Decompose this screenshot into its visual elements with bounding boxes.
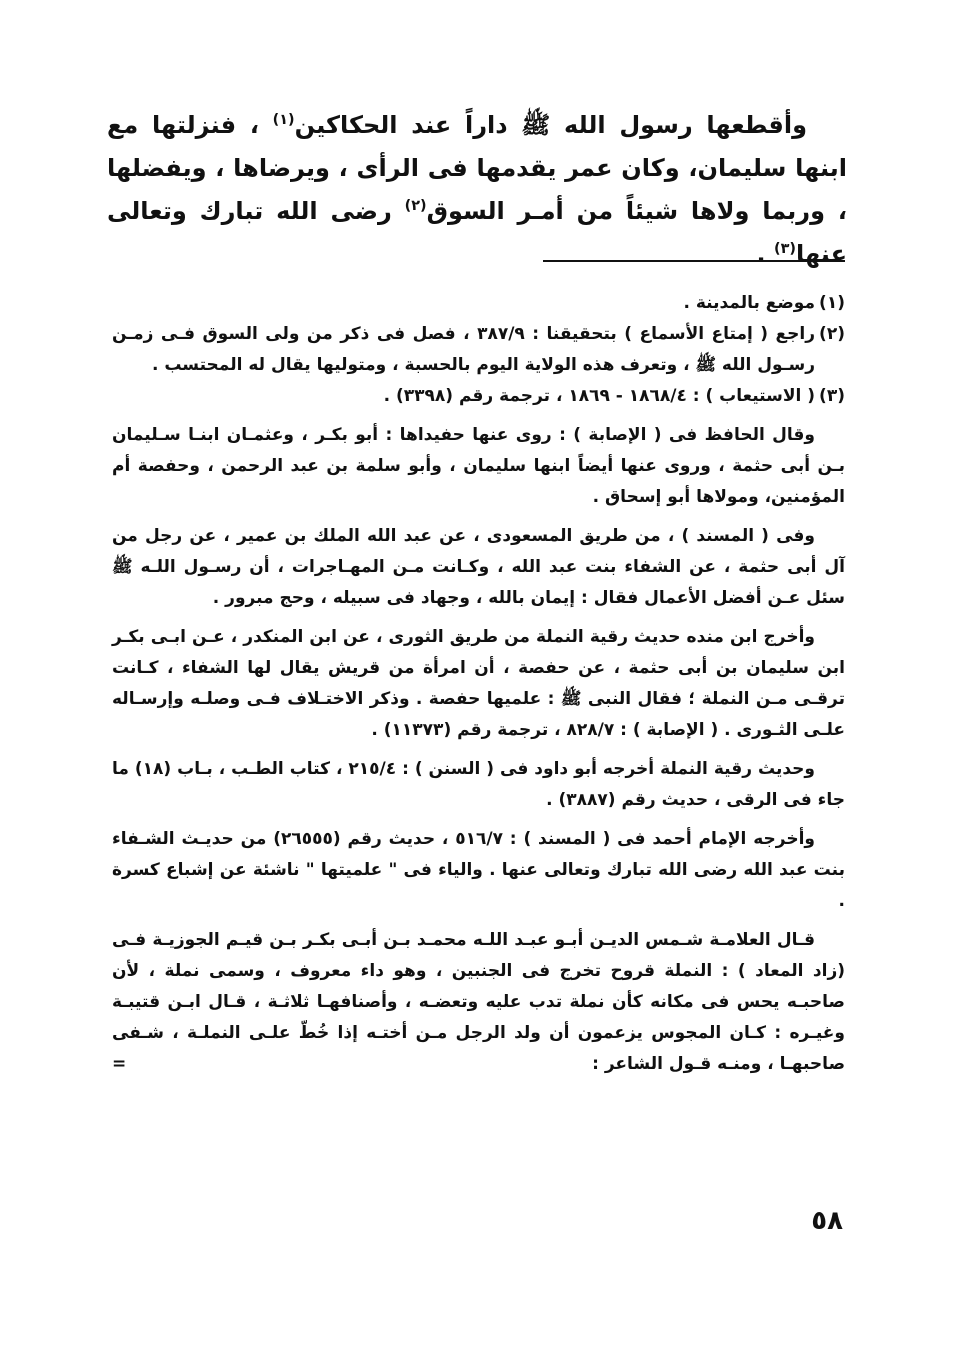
main-text-part-1: وأقطعها رسول الله ﷺ داراً عند الحكاكين: [294, 111, 808, 139]
footnote-2: [112, 319, 845, 381]
footnote-paragraph-abu-dawud: وحديث رقية النملة أخرجه أبو داود فى ( السنن ) : ٢١٥/٤ ، كتاب الطـب ، بـاب (١٨) ما جاء فى الرقى ، حديث رقم (٣٨٨٧) .: [112, 759, 845, 810]
footnote-text: راجع ( إمتاع الأسماع ) بتحقيقنا : ٣٨٧/٩ ، فصل فى ذكر من ولى السوق فـى زمـن رسـول الله ﷺ ، وتعرف هذه الولاية اليوم بالحسبة ، ومتوليها يقال له المحتسب .: [112, 324, 815, 375]
main-text-part-3: رضى الله تبارك وتعالى عنها: [107, 197, 847, 268]
page-number: ٥٨: [811, 1206, 843, 1236]
footnote-text: موضع بالمدينة .: [683, 293, 815, 313]
footnote-paragraph-ibn-qayyim: [112, 925, 845, 1080]
footnote-number: (٢): [819, 324, 845, 344]
footnote-ref-2: (٢): [404, 198, 427, 214]
footnotes-block: [112, 288, 845, 1080]
main-text-block: [107, 104, 847, 276]
footnote-1: [112, 288, 845, 319]
footnote-separator: [543, 260, 845, 262]
footnote-paragraph-ahmad: وأخرجه الإمام أحمد فى ( المسند ) : ٥١٦/٧ ، حديث رقم (٢٦٥٥٥) من حديـث الشـفاء بنت عبد الله رضى الله تبارك وتعالى عنها . والياء فى " علميتها " ناشئة عن إشباع كسرة .: [112, 829, 845, 911]
footnote-number: (٣): [819, 386, 845, 406]
footnote-ref-1: (١): [272, 112, 295, 128]
footnote-number: (١): [819, 293, 845, 313]
footnote-paragraph-text: قـال العلامـة شـمس الديـن أبـو عبـد اللـه محمـد بـن أبـى بكـر بـن قيـم الجوزيـة فـى (زاد المعاد ) : النملة قروح تخرج فى الجنبين ، وهو داء معروف ، وسمى نملة ، لأن صاحبـه يحس فى مكانه كأن نملة تدب عليه وتعضـه ، وأصنافهـا ثلاثـة ، قـال ابـن قتيبـة وغيـره : كـان المجوس يزعمون أن ولد الرجل مـن أختـه إذا خُطّ علـى النملـة ، شـفى صاحبهـا ، ومنـه قـول الشاعر :: [112, 930, 845, 1074]
continuation-mark: =: [112, 1054, 127, 1074]
main-text-part-2: ، فنزلتها مع ابنها سليمان، وكان عمر يقدمها فى الرأى ، ويرضاها ، ويفضلها ، وربما ولاها شيئاً من أمـر السوق: [107, 111, 847, 225]
footnote-paragraph-musnad: وفى ( المسند ) ، من طريق المسعودى ، عن عبد الله الملك بن عمير ، عن رجل من آل أبى حثمة ، عن الشفاء بنت عبد الله ، وكـانت مـن المهـاجرات ، أن رسـول اللـه ﷺ سئل عـن أفضل الأعمال فقال : إيمان بالله ، وجهاد فى سبيله ، وحج مبرور .: [112, 526, 845, 608]
main-paragraph: [107, 104, 847, 276]
footnote-paragraph-ibn-mandah: وأخرج ابن منده حديث رقية النملة من طريق الثورى ، عن ابن المنكدر ، عـن ابـى بكـر ابن سليمان بن أبى حثمة ، عن حفصة ، أن امرأة من قريش يقال لها الشفاء ، كـانت ترقـى مـن النملة ؛ فقال النبى ﷺ : علميها حفصة . وذكر الاختـلاف فـى وصلـه وإرسـاله علـى الثـورى . ( الإصابة ) : ٨٢٨/٧ ، ترجمة رقم (١١٣٧٣) .: [112, 627, 845, 740]
footnote-paragraph-isaba: وقال الحافظ فى ( الإصابة ) : روى عنها حفيداها : أبو بكـر ، وعثمـان ابنـا سـليمان بـن أبى حثمة ، وروى عنها أيضاً ابنها سليمان ، وأبو سلمة بن عبد الرحمن ، وحفصة أم المؤمنين، ومولاها أبو إسحاق .: [112, 425, 845, 507]
footnote-text: ( الاستيعاب ) : ١٨٦٨/٤ - ١٨٦٩ ، ترجمة رقم (٣٣٩٨) .: [383, 386, 815, 406]
footnote-3: [112, 381, 845, 412]
footnote-ref-3: (٣): [774, 241, 796, 257]
main-text-part-4: .: [756, 240, 774, 268]
